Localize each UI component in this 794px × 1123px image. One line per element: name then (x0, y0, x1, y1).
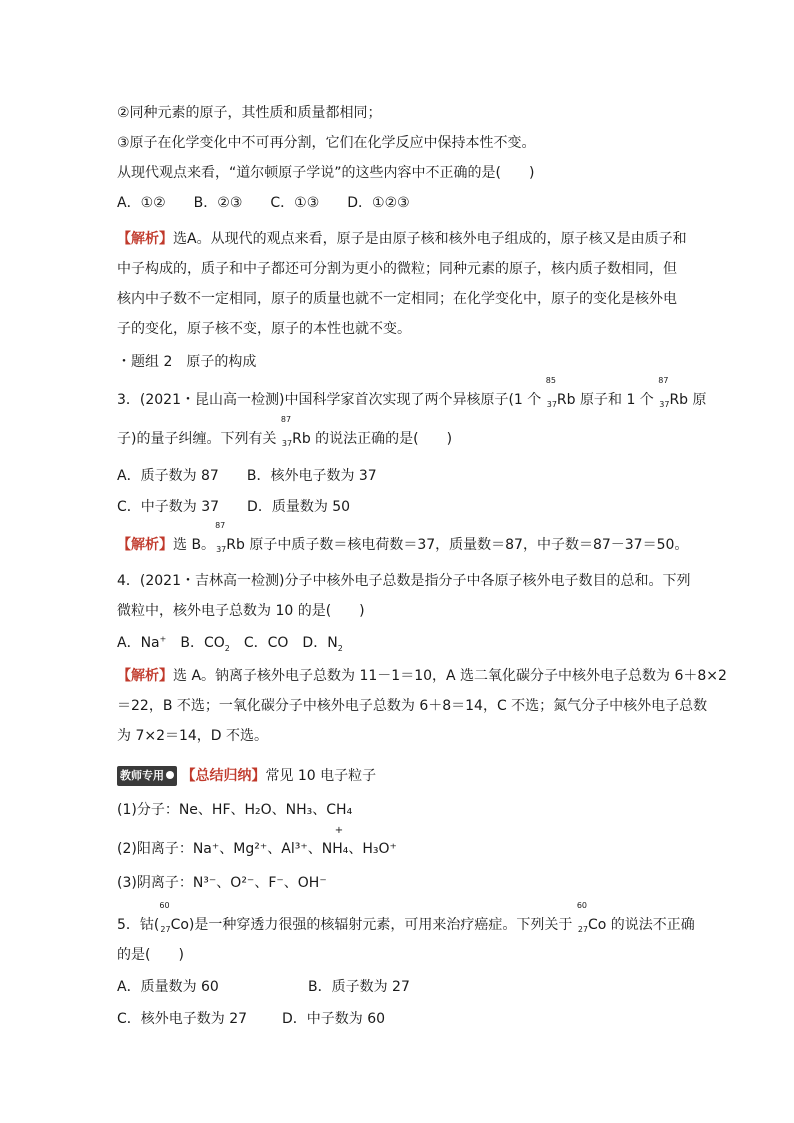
mass-number: 87 (215, 521, 226, 530)
atomic-number: 37 (216, 545, 227, 554)
mass-number: 85 (545, 376, 556, 385)
summary-label: 【总结归纳】 (181, 768, 266, 784)
nuclide-rb87 (658, 376, 689, 409)
q2-question: 从现代观点来看，“道尔顿原子学说”的这些内容中不正确的是( ) (117, 165, 535, 181)
analysis-text: 原子中质子数＝核电荷数＝37，质量数＝87，中子数＝87－37＝50。 (244, 537, 689, 553)
nuclide-co60 (576, 901, 607, 934)
option-a: A．Na (117, 635, 160, 651)
q5-option-b: B．质子数为 27 (308, 979, 410, 995)
atomic-number: 37 (281, 439, 293, 448)
atomic-number: 27 (577, 925, 589, 934)
q4-options (117, 634, 343, 652)
element-symbol: Co (170, 917, 189, 933)
mass-number: 87 (658, 376, 669, 385)
atomic-number: 27 (160, 925, 171, 934)
q4-line-2: 微粒中，核外电子总数为 10 的是( ) (117, 603, 365, 619)
subscript: 2 (224, 643, 230, 653)
analysis-text: 选 B。 (173, 537, 216, 553)
q2-analysis-line-2: 中子构成的，质子和中子都还可分割为更小的微粒；同种元素的原子，核内质子数相同，但 (117, 261, 677, 277)
q4-analysis-line-3: 为 7×2＝14，D 不选。 (117, 728, 269, 744)
formula: NH₄ (321, 841, 349, 857)
q3-analysis (117, 521, 689, 554)
q2-options: A．①② B．②③ C．①③ D．①②③ (117, 195, 410, 211)
charge: + (334, 825, 344, 836)
q3-text: 3．(2021・昆山高一检测)中国科学家首次实现了两个异核原子(1 个 (117, 392, 546, 408)
element-symbol: Rb (669, 392, 689, 408)
group-heading: ・题组 2 原子的构成 (117, 354, 257, 370)
summary-anions: (3)阴离子：N³⁻、O²⁻、F⁻、OH⁻ (117, 875, 327, 891)
summary-title: 常见 10 电子粒子 (265, 768, 377, 784)
option-d: D．N (288, 635, 338, 651)
q2-statement-2: ②同种元素的原子，其性质和质量都相同； (117, 105, 382, 121)
nuclide-rb87 (215, 521, 245, 554)
analysis-label: 【解析】 (117, 537, 173, 553)
option-c: C．CO (229, 635, 289, 651)
element-symbol: Rb (556, 392, 576, 408)
q5-line-1 (117, 901, 695, 934)
q4-analysis-line-2: ＝22，B 不选；一氧化碳分子中核外电子总数为 6＋8＝14，C 不选；氮气分子中核外电子总数 (117, 698, 708, 714)
element-symbol: Rb (292, 431, 311, 447)
q3-line-1 (117, 376, 707, 409)
mass-number: 87 (280, 415, 292, 424)
q3-options-ab: A．质子数为 87 B．核外电子数为 37 (117, 468, 377, 484)
atomic-number: 37 (546, 400, 557, 409)
element-symbol: Rb (226, 537, 245, 553)
q2-analysis-line-4: 子的变化，原子核不变，原子的本性也就不变。 (117, 321, 411, 337)
q5-text: 5．钴( (117, 917, 160, 933)
q3-text: 原 (688, 392, 707, 408)
cations-text: 、H₃O⁺ (348, 841, 397, 857)
q3-text: 子)的量子纠缠。下列有关 (117, 431, 281, 447)
q2-analysis-line-1 (117, 230, 687, 248)
analysis-label: 【解析】 (117, 231, 173, 247)
cations-text: (2)阳离子：Na⁺、Mg²⁺、Al³⁺、 (117, 841, 322, 857)
analysis-text: 选A。从现代的观点来看，原子是由原子核和核外电子组成的，原子核又是由质子和 (173, 231, 687, 247)
q5-line-2: 的是( ) (117, 947, 184, 963)
q3-line-2 (117, 415, 453, 448)
option-b: B．CO (166, 635, 225, 651)
badge-label: 教师专用 (120, 769, 164, 782)
q3-text: 的说法正确的是( ) (310, 431, 453, 447)
q5-text: )是一种穿透力很强的核辐射元素，可用来治疗癌症。下列关于 (188, 917, 577, 933)
q4-analysis-line-1 (117, 667, 727, 685)
q5-text: 的说法不正确 (606, 917, 695, 933)
teacher-only-badge (117, 766, 177, 786)
badge-dot-icon (166, 771, 174, 779)
summary-cations (117, 825, 397, 858)
mass-number: 60 (159, 901, 170, 910)
charge: + (159, 634, 167, 644)
nuclide-rb85 (545, 376, 576, 409)
q4-line-1: 4．(2021・吉林高一检测)分子中核外电子总数是指分子中各原子核外电子数目的总和。下列 (117, 573, 691, 589)
analysis-label: 【解析】 (117, 668, 173, 684)
analysis-text: 选 A。钠离子核外电子总数为 11－1＝10，A 选二氧化碳分子中核外电子总数为 6＋8×2 (173, 668, 727, 684)
nuclide-co60 (159, 901, 189, 934)
ammonium-ion (321, 825, 349, 858)
q2-statement-3: ③原子在化学变化中不可再分割，它们在化学反应中保持本性不变。 (117, 135, 536, 151)
q2-analysis-line-3: 核内中子数不一定相同，原子的质量也就不一定相同；在化学变化中，原子的变化是核外电 (117, 291, 677, 307)
q3-text: 原子和 1 个 (575, 392, 659, 408)
element-symbol: Co (588, 917, 607, 933)
q5-option-d: D．中子数为 60 (282, 1011, 386, 1027)
subscript: 2 (337, 643, 343, 653)
mass-number: 60 (576, 901, 588, 910)
q5-option-a: A．质量数为 60 (117, 979, 219, 995)
q5-option-c: C．核外电子数为 27 (117, 1011, 248, 1027)
atomic-number: 37 (659, 400, 670, 409)
q3-options-cd: C．中子数为 37 D．质量数为 50 (117, 499, 351, 515)
teacher-summary-heading (117, 766, 376, 786)
summary-molecules: (1)分子：Ne、HF、H₂O、NH₃、CH₄ (117, 802, 353, 818)
nuclide-rb87 (280, 415, 311, 448)
